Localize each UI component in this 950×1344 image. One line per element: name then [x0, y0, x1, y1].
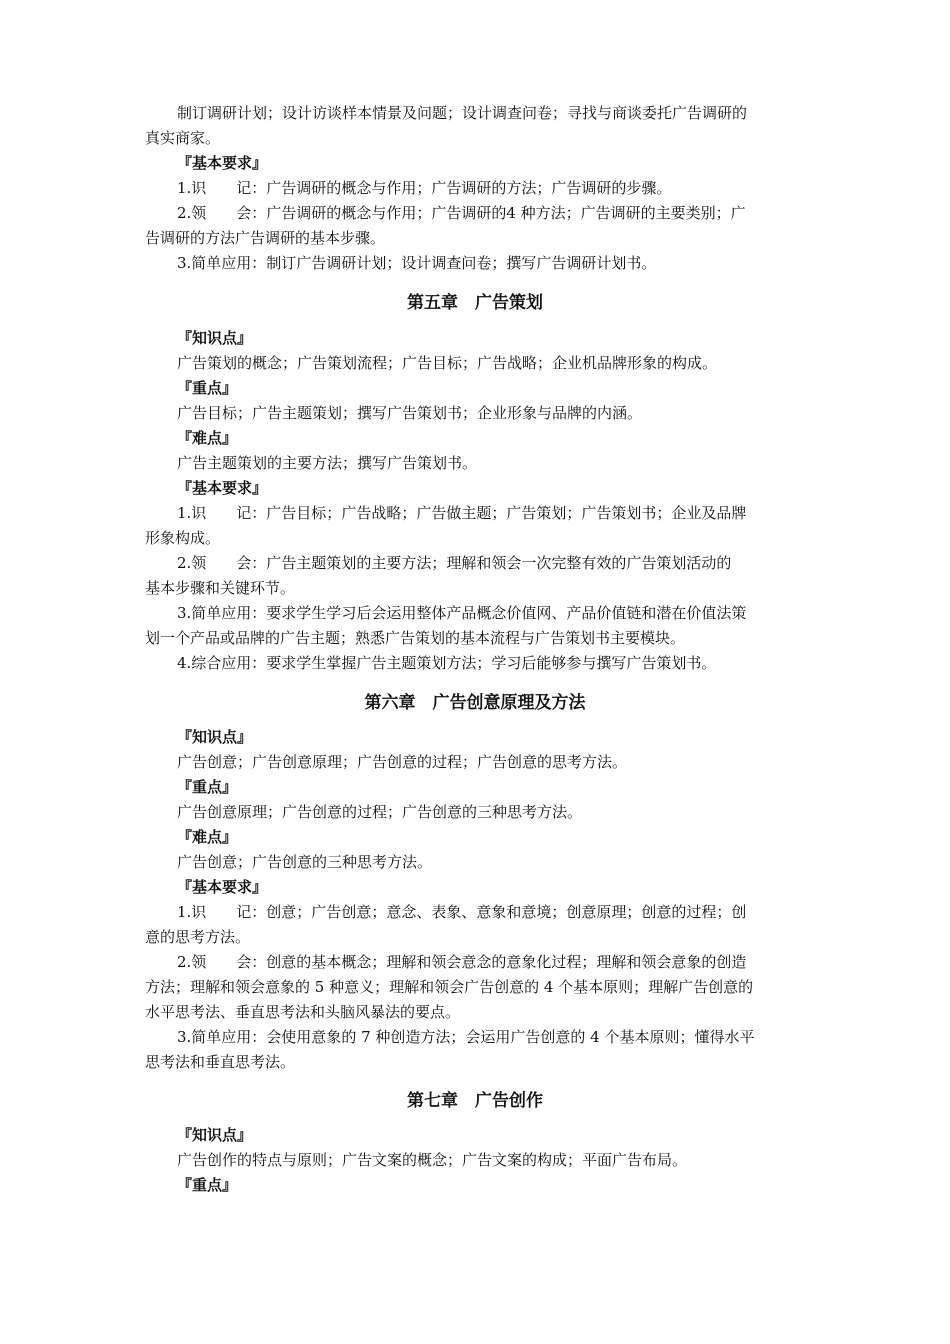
requirement-item: 1.识 记：创意；广告创意；意念、表象、意象和意境；创意原理；创意的过程；创	[177, 903, 747, 921]
requirement-item: 1.识 记：广告目标；广告战略；广告做主题；广告策划；广告策划书；企业及品牌	[177, 504, 747, 522]
section-heading: 『知识点』	[177, 728, 253, 746]
paragraph-line: 广告创意原理；广告创意的过程；广告创意的三种思考方法。	[177, 803, 583, 821]
requirement-item: 水平思考法、垂直思考法和头脑风暴法的要点。	[145, 1003, 461, 1021]
paragraph-line: 广告创作的特点与原则；广告文案的概念；广告文案的构成；平面广告布局。	[177, 1151, 688, 1169]
requirement-item: 3.简单应用：制订广告调研计划；设计调查问卷；撰写广告调研计划书。	[177, 254, 657, 272]
chapter-title: 第六章 广告创意原理及方法	[364, 693, 586, 713]
requirement-item: 思考法和垂直思考法。	[145, 1053, 296, 1071]
requirement-item: 告调研的方法广告调研的基本步骤。	[145, 229, 386, 247]
paragraph-line: 制订调研计划；设计访谈样本情景及问题；设计调查问卷；寻找与商谈委托广告调研的	[177, 104, 748, 122]
section-heading: 『重点』	[177, 1176, 238, 1194]
requirement-item: 3.简单应用：会使用意象的 7 种创造方法；会运用广告创意的 4 个基本原则；懂得水平	[177, 1028, 755, 1046]
requirement-item: 2.领 会：创意的基本概念；理解和领会意念的意象化过程；理解和领会意象的创造	[177, 953, 747, 971]
requirement-item: 形象构成。	[145, 529, 221, 547]
requirement-item: 意的思考方法。	[145, 928, 251, 946]
section-heading: 『基本要求』	[177, 154, 268, 172]
paragraph-line: 广告主题策划的主要方法；撰写广告策划书。	[177, 454, 478, 472]
requirement-item: 4.综合应用：要求学生掌握广告主题策划方法；学习后能够参与撰写广告策划书。	[177, 654, 717, 672]
section-heading: 『重点』	[177, 778, 238, 796]
paragraph-line: 广告创意；广告创意的三种思考方法。	[177, 853, 433, 871]
requirement-item: 基本步骤和关键环节。	[145, 579, 296, 597]
section-heading: 『知识点』	[177, 1126, 253, 1144]
section-heading: 『重点』	[177, 379, 238, 397]
section-heading: 『基本要求』	[177, 479, 268, 497]
requirement-item: 1.识 记：广告调研的概念与作用；广告调研的方法；广告调研的步骤。	[177, 179, 672, 197]
chapter-title: 第七章 广告创作	[407, 1091, 543, 1111]
requirement-item: 2.领 会：广告主题策划的主要方法；理解和领会一次完整有效的广告策划活动的	[177, 554, 732, 572]
requirement-item: 3.简单应用：要求学生学习后会运用整体产品概念价值网、产品价值链和潜在价值法策	[177, 604, 747, 622]
paragraph-line: 广告创意；广告创意原理；广告创意的过程；广告创意的思考方法。	[177, 753, 628, 771]
chapter-title: 第五章 广告策划	[407, 293, 543, 313]
section-heading: 『知识点』	[177, 329, 253, 347]
section-heading: 『难点』	[177, 429, 238, 447]
section-heading: 『基本要求』	[177, 878, 268, 896]
paragraph-line: 广告目标；广告主题策划；撰写广告策划书；企业形象与品牌的内涵。	[177, 404, 643, 422]
requirement-item: 2.领 会：广告调研的概念与作用；广告调研的4 种方法；广告调研的主要类别；广	[177, 204, 746, 222]
requirement-item: 划一个产品或品牌的广告主题；熟悉广告策划的基本流程与广告策划书主要模块。	[145, 629, 686, 647]
requirement-item: 方法；理解和领会意象的 5 种意义；理解和领会广告创意的 4 个基本原则；理解广告创意的	[145, 978, 754, 996]
section-heading: 『难点』	[177, 828, 238, 846]
paragraph-line: 广告策划的概念；广告策划流程；广告目标；广告战略；企业机品牌形象的构成。	[177, 354, 718, 372]
paragraph-line: 真实商家。	[145, 129, 221, 147]
